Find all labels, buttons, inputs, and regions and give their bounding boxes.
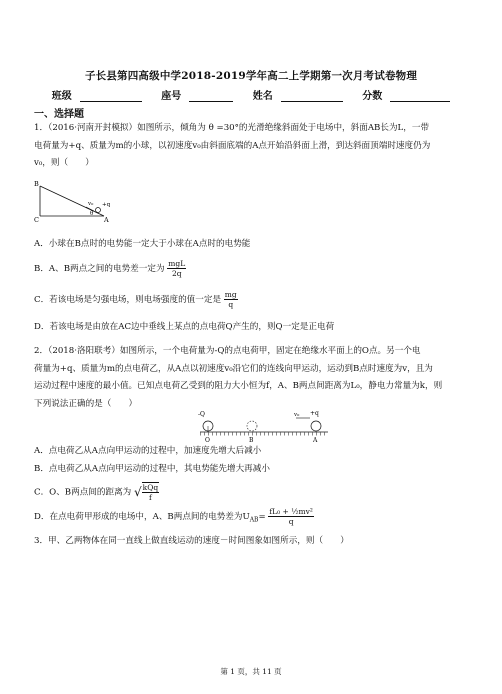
q1-option-c-text: C．若该电场是匀强电场，则电场强度的值一定是 <box>34 295 222 305</box>
q2-option-d-fraction <box>268 507 313 526</box>
q1-fig-c: C <box>34 216 39 224</box>
q1-line2: 电荷量为+q、质量为m的小球，以初速度v₀由斜面底端的A点开始沿斜面上滑，到达斜面顶端时速度仍为 <box>34 140 431 151</box>
class-blank <box>80 91 142 102</box>
q2-option-c <box>34 482 159 502</box>
q1-b-denominator: 2q <box>171 269 182 278</box>
sqrt-sign-icon: √ <box>134 485 142 499</box>
q2-fig-a: A <box>313 437 318 444</box>
q1-fig-q: +q <box>102 202 111 208</box>
q1-option-b-fraction <box>167 259 186 278</box>
q2-d-denominator: q <box>288 517 294 526</box>
q1-fig-b: B <box>34 180 39 188</box>
q2-line3: 运动过程中速度的最小值。已知点电荷乙受到的阻力大小恒为f，A、B两点间距离为L₀，静电力常量为k，则 <box>34 381 443 391</box>
student-info-line <box>0 87 502 102</box>
q2-d-subscript: AB <box>249 516 259 524</box>
q2-option-d-text: D．在点电荷甲形成的电场中，A、B两点间的电势差为U <box>34 512 250 522</box>
q2-figure <box>196 408 336 446</box>
q1-c-numerator: mg <box>224 290 237 299</box>
q2-option-d <box>34 507 314 526</box>
score-label: 分数 <box>362 91 383 102</box>
score-blank <box>390 91 450 102</box>
q2-fig-posq: +q <box>310 410 319 417</box>
q2-c-denominator: f <box>149 493 152 502</box>
seat-field <box>157 87 237 102</box>
q2-fig-negq: -Q <box>198 411 205 418</box>
q1-option-b <box>34 259 186 278</box>
q2-option-b: B．点电荷乙从A点向甲运动的过程中，其电势能先增大再减小 <box>34 464 270 474</box>
exam-title: 子长县第四高级中学2018-2019学年高二上学期第一次月考试卷物理 <box>84 70 418 82</box>
section-title: 一、选择题 <box>34 109 84 120</box>
q1-option-b-text: B．A、B两点之间的电势差一定为 <box>34 264 165 274</box>
name-blank <box>281 91 343 102</box>
q2-line4: 下列说法正确的是（ ） <box>34 398 138 409</box>
q2-d-equals: = <box>258 512 266 522</box>
name-field <box>249 87 347 102</box>
q2-c-numerator: kQq <box>142 483 159 492</box>
q1-incline-figure <box>34 176 124 226</box>
q1-fig-a: A <box>104 216 109 224</box>
q1-option-a: A．小球在B点时的电势能一定大于小球在A点时的电势能 <box>34 239 251 249</box>
q1-c-denominator: q <box>228 300 234 309</box>
q1-option-c-fraction <box>224 290 238 309</box>
q2-fig-o: O <box>205 437 210 444</box>
q2-line1: 2．（2018·洛阳联考）如图所示，一个电荷量为-Q的点电荷甲，固定在绝缘水平面上的O点。另一个电 <box>34 346 421 356</box>
q2-stem <box>34 343 474 413</box>
q1-line1: 1．（2016·河南开封模拟）如图所示，倾角为 θ =30°的光滑绝缘斜面处于电场中，斜面AB长为L，一带 <box>34 123 430 133</box>
name-label: 姓名 <box>252 91 273 102</box>
q1-fig-v0: v₀ <box>88 201 94 207</box>
q2-fig-v0: v₀ <box>294 412 300 418</box>
q1-b-numerator: mgL <box>168 259 186 268</box>
q1-fig-theta: θ <box>90 211 94 217</box>
class-field <box>48 87 146 102</box>
q1-option-c <box>34 290 238 309</box>
q1-option-d: D．若该电场是由放在AC边中垂线上某点的点电荷Q产生的，则Q一定是正电荷 <box>34 322 335 332</box>
score-field <box>358 87 454 102</box>
class-label: 班级 <box>51 91 72 102</box>
q2-fig-b: B <box>249 437 254 444</box>
q2-option-a: A．点电荷乙从A点向甲运动的过程中，加速度先增大后减小 <box>34 446 262 456</box>
q1-line3: v₀，则（ ） <box>34 158 94 168</box>
seat-label: 座号 <box>161 91 182 102</box>
q1-stem <box>34 120 474 173</box>
q3-stem: 3．甲、乙两物体在同一直线上做直线运动的速度－时间图象如图所示，则（ ） <box>34 536 349 546</box>
page-footer: 第 1 页，共 11 页 <box>220 667 282 676</box>
seat-blank <box>189 91 233 102</box>
q2-option-c-fraction <box>142 482 160 502</box>
q2-d-numerator: fL₀ + ½mv² <box>269 507 313 516</box>
q2-line2: 荷量为+q、质量为m的点电荷乙，从A点以初速度v₀沿它们的连线向甲运动，运动到B点时速度为v，且为 <box>34 363 433 374</box>
q2-option-c-text: C．O、B两点间的距离为 <box>34 487 132 498</box>
